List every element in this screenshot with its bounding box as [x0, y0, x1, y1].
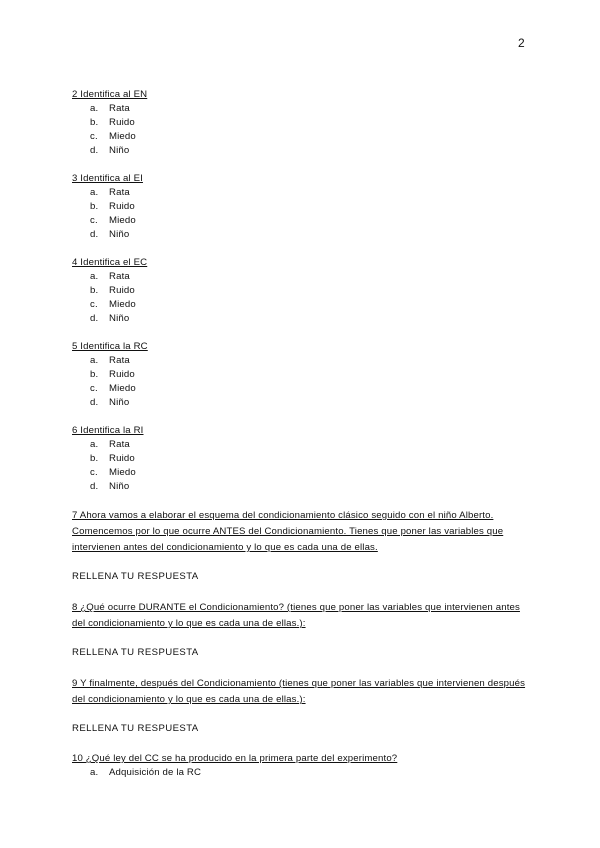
- question-7: [72, 508, 532, 584]
- option-b: b. Ruido: [90, 201, 135, 212]
- option-list: [72, 102, 532, 158]
- question-10: [72, 752, 532, 780]
- option-list: [72, 766, 532, 780]
- option-list: [72, 354, 532, 410]
- answer-field[interactable]: RELLENA TU RESPUESTA: [72, 647, 199, 658]
- option-list: [72, 438, 532, 494]
- option-c: c. Miedo: [90, 467, 136, 478]
- question-text: 6 Identifica la RI: [72, 425, 144, 436]
- option-a: a. Rata: [90, 439, 130, 450]
- question-text: 5 Identifica la RC: [72, 341, 148, 352]
- option-a: a. Rata: [90, 103, 130, 114]
- document-body: [72, 88, 532, 780]
- option-c: c. Miedo: [90, 215, 136, 226]
- option-d: d. Niño: [90, 313, 130, 324]
- option-b: b. Ruido: [90, 117, 135, 128]
- page-number: 2: [518, 36, 525, 50]
- answer-field[interactable]: RELLENA TU RESPUESTA: [72, 571, 199, 582]
- option-b: b. Ruido: [90, 453, 135, 464]
- option-d: d. Niño: [90, 481, 130, 492]
- option-d: d. Niño: [90, 229, 130, 240]
- option-a: a. Rata: [90, 271, 130, 282]
- question-2: [72, 88, 532, 158]
- question-text: 4 Identifica el EC: [72, 257, 148, 268]
- question-3: [72, 172, 532, 242]
- question-8: [72, 600, 532, 660]
- option-a: a. Rata: [90, 355, 130, 366]
- question-5: [72, 340, 532, 410]
- question-6: [72, 424, 532, 494]
- question-text: 7 Ahora vamos a elaborar el esquema del condicionamiento clásico seguido con el niño Alberto. Comencemos por lo que ocurre ANTES del Condicionamiento. Tienes que poner las variables que intervienen antes del condicionamiento y lo que es cada una de ellas.: [72, 510, 504, 553]
- option-b: b. Ruido: [90, 369, 135, 380]
- option-c: c. Miedo: [90, 131, 136, 142]
- option-a: a. Rata: [90, 187, 130, 198]
- question-text: 10 ¿Qué ley del CC se ha producido en la primera parte del experimento?: [72, 753, 398, 764]
- question-text: 9 Y finalmente, después del Condicionamiento (tienes que poner las variables que intervienen después del condicionamiento y lo que es cada una de ellas.):: [72, 678, 526, 705]
- option-list: [72, 270, 532, 326]
- option-c: c. Miedo: [90, 383, 136, 394]
- question-text: 2 Identifica al EN: [72, 89, 148, 100]
- question-text: 8 ¿Qué ocurre DURANTE el Condicionamiento? (tienes que poner las variables que intervienen antes del condicionamiento y lo que es cada una de ellas.):: [72, 602, 520, 629]
- question-4: [72, 256, 532, 326]
- answer-field[interactable]: RELLENA TU RESPUESTA: [72, 723, 199, 734]
- question-9: [72, 676, 532, 736]
- option-a: a. Adquisición de la RC: [90, 767, 202, 778]
- option-d: d. Niño: [90, 145, 130, 156]
- question-text: 3 Identifica al EI: [72, 173, 143, 184]
- option-c: c. Miedo: [90, 299, 136, 310]
- option-d: d. Niño: [90, 397, 130, 408]
- option-list: [72, 186, 532, 242]
- option-b: b. Ruido: [90, 285, 135, 296]
